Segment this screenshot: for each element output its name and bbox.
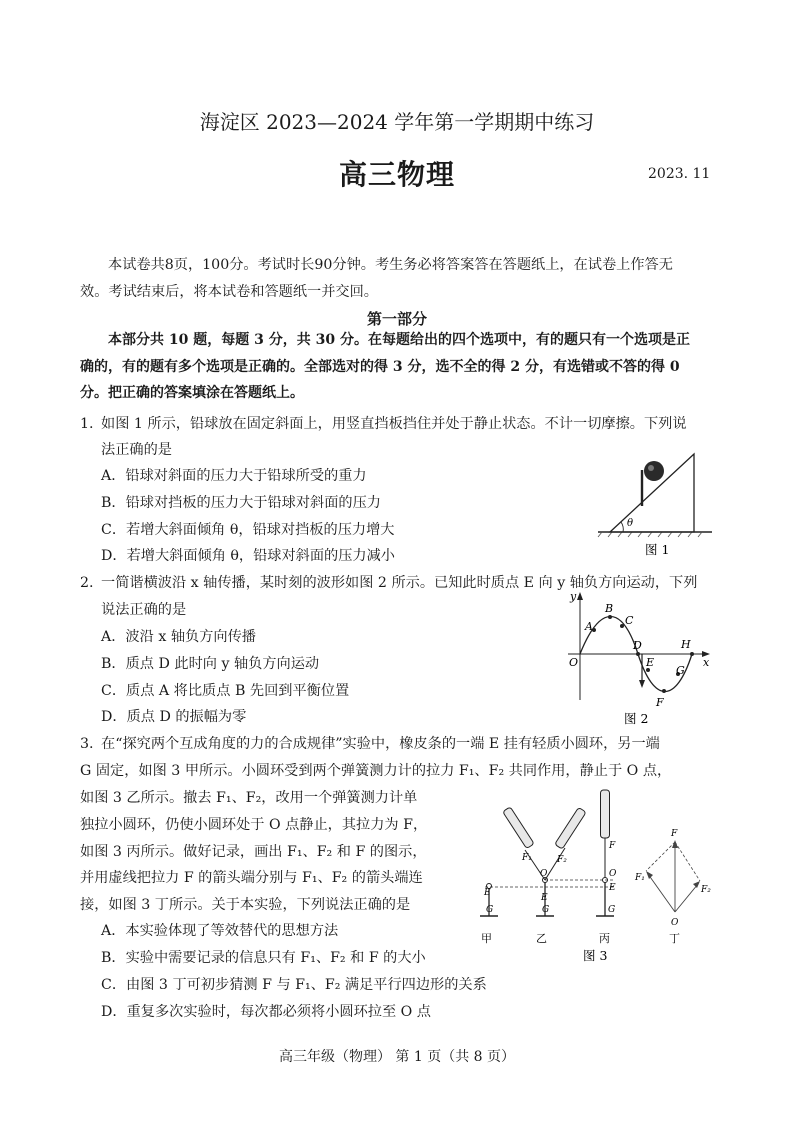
fig2-point-f (662, 689, 666, 693)
q1-stem-line-2: 法正确的是 (101, 442, 172, 458)
fig3-sub-jia: 甲 (481, 932, 492, 945)
q3-number: 3. (80, 736, 94, 752)
fig2-label-o: O (569, 656, 579, 669)
fig2-label-y: y (570, 590, 577, 603)
figure-1 (590, 450, 720, 560)
fig3-scale-f2 (555, 807, 587, 849)
fig3-scale-f (601, 790, 610, 838)
fig2-label-b: B (605, 602, 614, 615)
figure-2 (560, 588, 720, 728)
figure-3 (470, 782, 720, 967)
q2-stem-line-1: 一简谐横波沿 x 轴传播，某时刻的波形如图 2 所示。已知此时质点 E 向 y 轴负方向运动，下列 (101, 575, 698, 591)
fig2-point-h (690, 652, 694, 656)
fig3-panel-jia (480, 884, 498, 946)
q3-stem-line-6: 并用虚线把拉力 F 的箭头端分别与 F₁、F₂ 的箭头端连 (80, 870, 423, 886)
q3-option-d[interactable]: D．重复多次实验时，每次都必须将小圆环拉至 O 点 (101, 1004, 431, 1020)
fig3-yi-label-f1: F₁ (522, 853, 532, 863)
fig3-ding-label-f2: F₂ (701, 885, 711, 895)
fig3-bing-label-o: O (609, 869, 617, 879)
q1-stem-line-1: 如图 1 所示，铅球放在固定斜面上，用竖直挡板挡住并处于静止状态。不计一切摩擦。下列说 (101, 416, 687, 432)
fig3-panel-bing (596, 790, 617, 945)
q3-option-a[interactable]: A．本实验体现了等效替代的思想方法 (101, 923, 339, 939)
instr-line-2: 确的，有的题有多个选项是正确的。全部选对的得 3 分，选不全的得 2 分，有选错或不答的得 0 (80, 358, 680, 375)
q2-number: 2. (80, 575, 94, 591)
fig2-velocity-arrowhead (639, 680, 645, 688)
page-footer: 高三年级（物理） 第 1 页（共 8 页） (278, 1049, 516, 1065)
fig1-angle-arc (621, 522, 623, 532)
q2-option-c[interactable]: C．质点 A 将比质点 B 先回到平衡位置 (101, 683, 350, 699)
fig3-bing-label-e: E (609, 883, 616, 893)
fig2-point-d (636, 652, 640, 656)
instr-line-3: 分。把正确的答案填涂在答题纸上。 (80, 385, 304, 401)
q1-option-c[interactable]: C．若增大斜面倾角 θ，铅球对挡板的压力增大 (101, 522, 395, 538)
intro-line-1: 本试卷共8页，100分。考试时长90分钟。考生务必将答案答在答题纸上，在试卷上作答无 (108, 257, 673, 273)
fig1-caption: 图 1 (645, 542, 670, 557)
fig1-theta-label: θ (627, 518, 634, 529)
q3-stem-line-3: 如图 3 乙所示。撤去 F₁、F₂，改用一个弹簧测力计单 (80, 790, 418, 806)
fig3-yi-label-e: E (541, 893, 548, 903)
fig2-label-g: G (676, 664, 685, 677)
q2-option-d[interactable]: D．质点 D 的振幅为零 (101, 709, 247, 725)
fig2-point-b (608, 615, 612, 619)
q3-option-b[interactable]: B．实验中需要记录的信息只有 F₁、F₂ 和 F 的大小 (101, 950, 426, 966)
fig2-y-arrow (577, 592, 583, 600)
fig2-label-e: E (646, 656, 655, 669)
fig3-ding-label-f: F (671, 829, 678, 839)
fig3-panel-ding (634, 829, 711, 945)
intro-line-2: 效。考试结束后，将本试卷和答题纸一并交回。 (80, 283, 378, 300)
q3-stem-line-2: G 固定，如图 3 甲所示。小圆环受到两个弹簧测力计的拉力 F₁、F₂ 共同作用，静止于 O 点， (80, 763, 672, 779)
q1-option-d[interactable]: D．若增大斜面倾角 θ，铅球对斜面的压力减小 (101, 548, 395, 564)
fig2-point-c (620, 624, 624, 628)
fig3-bing-label-f: F (609, 841, 616, 851)
fig3-bing-label-g: G (608, 905, 616, 915)
fig3-yi-label-o: O (540, 869, 548, 879)
intro-paragraph (80, 252, 716, 305)
q2-option-a[interactable]: A．波沿 x 轴负方向传播 (101, 629, 256, 645)
fig2-label-c: C (625, 614, 634, 627)
fig2-label-a: A (585, 620, 593, 633)
instr-line-1: 本部分共 10 题，每题 3 分，共 30 分。在每题给出的四个选项中，有的题只有一个选项是正 (108, 332, 690, 348)
q1-option-b[interactable]: B．铅球对挡板的压力大于铅球对斜面的压力 (101, 495, 381, 511)
fig3-ding-label-f1: F₁ (635, 873, 645, 883)
section-title: 第一部分 (366, 310, 427, 328)
fig3-jia-label-e: E (484, 888, 491, 898)
fig3-yi-label-g: G (542, 905, 550, 915)
exam-date: 2023. 11 (648, 166, 711, 182)
fig3-caption: 图 3 (583, 948, 608, 963)
fig2-label-x: x (703, 656, 710, 669)
fig2-label-h: H (681, 638, 691, 651)
fig3-sub-yi: 乙 (536, 932, 547, 945)
fig2-label-d: D (633, 639, 642, 652)
fig2-label-f: F (656, 696, 664, 709)
q3-stem-line-5: 如图 3 丙所示。做好记录，画出 F₁、F₂ 和 F 的图示， (80, 844, 427, 860)
q3-option-c[interactable]: C．由图 3 丁可初步猜测 F 与 F₁、F₂ 满足平行四边形的关系 (101, 977, 487, 993)
section-instructions (80, 327, 716, 407)
exam-title: 海淀区 2023—2024 学年第一学期期中练习 (199, 110, 595, 134)
q3-stem-line-1: 在“探究两个互成角度的力的合成规律”实验中，橡皮条的一端 E 挂有轻质小圆环，另一端 (101, 736, 660, 752)
fig3-sub-ding: 丁 (669, 932, 680, 945)
fig1-ball-highlight (648, 465, 654, 471)
fig3-scale-f1 (503, 807, 535, 849)
fig1-ball (644, 461, 664, 481)
subject-title: 高三物理 (338, 158, 455, 191)
q2-option-b[interactable]: B．质点 D 此时向 y 轴负方向运动 (101, 656, 320, 672)
q3-stem-line-4: 独拉小圆环，仍使小圆环处于 O 点静止，其拉力为 F， (80, 817, 428, 833)
q1-number: 1. (80, 416, 94, 432)
fig3-panel-yi (503, 807, 587, 945)
fig3-jia-label-g: G (486, 905, 494, 915)
fig2-caption: 图 2 (624, 711, 649, 726)
q2-stem-line-2: 说法正确的是 (101, 602, 187, 618)
q3-stem-line-7: 接，如图 3 丁所示。关于本实验，下列说法正确的是 (80, 897, 411, 913)
q1-option-a[interactable]: A．铅球对斜面的压力大于铅球所受的重力 (101, 468, 367, 484)
fig3-sub-bing: 丙 (599, 932, 610, 945)
fig3-ding-label-o: O (671, 918, 679, 928)
fig3-yi-label-f2: F₂ (557, 855, 567, 865)
